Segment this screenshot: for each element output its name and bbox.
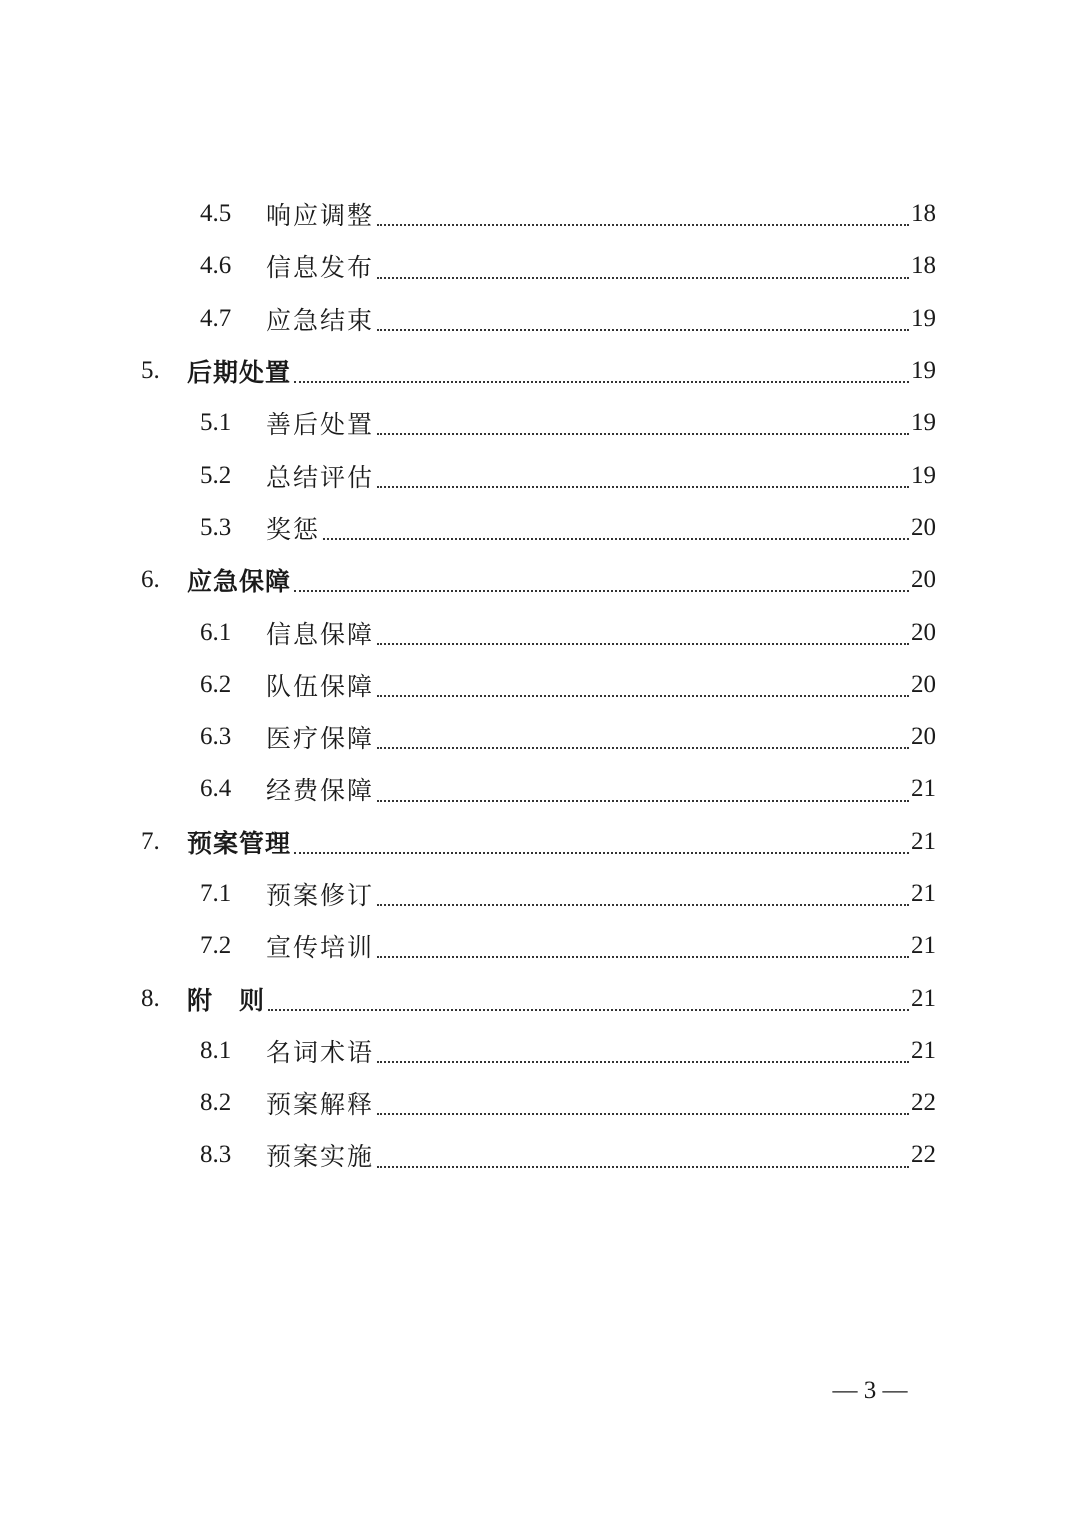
dot-leader xyxy=(377,904,909,906)
toc-entry-number: 4.6 xyxy=(200,252,232,280)
dot-leader xyxy=(377,329,909,331)
toc-entry-title: 信息发布 xyxy=(266,253,375,283)
toc-subsection-entry[interactable] xyxy=(0,1077,1074,1129)
toc-entry-page: 20 xyxy=(911,566,936,594)
toc-entry-number: 4.7 xyxy=(200,304,232,332)
toc-entry-title: 预案解释 xyxy=(266,1090,375,1120)
toc-section-entry[interactable] xyxy=(0,816,1074,868)
toc-section-entry[interactable] xyxy=(0,345,1074,397)
toc-entry-page: 18 xyxy=(911,200,936,228)
dot-leader xyxy=(377,1113,909,1115)
toc-entry-number: 8. xyxy=(141,984,160,1012)
toc-subsection-entry[interactable] xyxy=(0,606,1074,658)
toc-entry-page: 21 xyxy=(911,880,936,907)
toc-entry-number: 7. xyxy=(141,827,160,855)
toc-entry-title: 总结评估 xyxy=(266,462,375,492)
toc-entry-number: 6. xyxy=(141,566,160,594)
dot-leader xyxy=(377,956,909,958)
dot-leader xyxy=(377,277,909,279)
toc-subsection-entry[interactable] xyxy=(0,659,1074,711)
toc-subsection-entry[interactable] xyxy=(0,397,1074,449)
toc-entry-number: 6.1 xyxy=(200,618,232,646)
toc-entry-title: 应急结束 xyxy=(266,305,375,335)
dot-leader xyxy=(377,643,909,645)
toc-entry-number: 5. xyxy=(141,357,160,385)
toc-entry-title: 预案修订 xyxy=(266,881,375,910)
toc-entry-title: 后期处置 xyxy=(187,358,292,388)
toc-subsection-entry[interactable] xyxy=(0,763,1074,815)
dot-leader xyxy=(377,486,909,488)
toc-entry-title: 善后处置 xyxy=(266,410,375,440)
toc-entry-title: 响应调整 xyxy=(266,201,375,231)
dot-leader xyxy=(377,800,909,802)
toc-entry-number: 8.1 xyxy=(200,1036,232,1064)
toc-entry-number: 5.3 xyxy=(200,513,232,541)
toc-entry-number: 5.2 xyxy=(200,461,232,489)
toc-section-entry[interactable] xyxy=(0,554,1074,606)
dot-leader xyxy=(377,224,909,226)
toc-subsection-entry[interactable] xyxy=(0,240,1074,292)
toc-entry-page: 21 xyxy=(911,775,936,803)
toc-entry-title: 宣传培训 xyxy=(266,933,375,963)
dot-leader xyxy=(294,381,909,383)
toc-entry-page: 20 xyxy=(911,513,936,541)
dot-leader xyxy=(268,1009,909,1011)
toc-entry-number: 8.3 xyxy=(200,1141,232,1169)
toc-subsection-entry[interactable] xyxy=(0,868,1074,920)
toc-entry-page: 22 xyxy=(911,1089,936,1117)
toc-entry-page: 19 xyxy=(911,461,936,489)
toc-entry-title: 预案实施 xyxy=(266,1142,375,1172)
toc-entry-title: 奖惩 xyxy=(266,514,321,544)
toc-entry-page: 21 xyxy=(911,984,936,1012)
toc-entry-page: 18 xyxy=(911,252,936,280)
toc-entry-number: 7.2 xyxy=(200,932,232,960)
toc-entry-title: 名词术语 xyxy=(266,1037,375,1067)
toc-entry-number: 6.3 xyxy=(200,723,232,751)
toc-entry-page: 19 xyxy=(911,409,936,437)
toc-entry-number: 6.2 xyxy=(200,670,232,698)
dot-leader xyxy=(377,1061,909,1063)
toc-entry-number: 5.1 xyxy=(200,409,232,437)
toc-entry-title: 预案管理 xyxy=(187,828,292,858)
dot-leader xyxy=(377,433,909,435)
toc-entry-number: 8.2 xyxy=(200,1089,232,1117)
toc-section-entry[interactable] xyxy=(0,972,1074,1024)
toc-entry-page: 20 xyxy=(911,670,936,698)
toc-entry-title: 经费保障 xyxy=(266,776,375,806)
toc-subsection-entry[interactable] xyxy=(0,293,1074,345)
toc-subsection-entry[interactable] xyxy=(0,1129,1074,1181)
toc-entry-page: 20 xyxy=(911,723,936,751)
toc-subsection-entry[interactable] xyxy=(0,711,1074,763)
toc-entry-title: 队伍保障 xyxy=(266,671,375,701)
toc-entry-number: 7.1 xyxy=(200,880,232,907)
toc-subsection-entry[interactable] xyxy=(0,188,1074,240)
toc-entry-page: 21 xyxy=(911,1036,936,1064)
page-number: — 3 — xyxy=(832,1377,908,1404)
table-of-contents xyxy=(0,188,1074,1182)
dot-leader xyxy=(377,695,909,697)
dot-leader xyxy=(377,1166,909,1168)
toc-subsection-entry[interactable] xyxy=(0,502,1074,554)
toc-entry-page: 21 xyxy=(911,827,936,855)
toc-entry-number: 4.5 xyxy=(200,200,232,228)
toc-entry-title: 医疗保障 xyxy=(266,724,375,754)
toc-entry-title: 信息保障 xyxy=(266,619,375,649)
dot-leader xyxy=(294,852,909,854)
toc-entry-page: 21 xyxy=(911,932,936,960)
dot-leader xyxy=(294,590,909,592)
toc-entry-page: 20 xyxy=(911,618,936,646)
toc-entry-title: 应急保障 xyxy=(187,567,292,597)
toc-entry-page: 22 xyxy=(911,1141,936,1169)
toc-entry-number: 6.4 xyxy=(200,775,232,803)
toc-subsection-entry[interactable] xyxy=(0,1025,1074,1077)
toc-subsection-entry[interactable] xyxy=(0,920,1074,972)
dot-leader xyxy=(377,747,909,749)
toc-entry-page: 19 xyxy=(911,304,936,332)
toc-entry-page: 19 xyxy=(911,357,936,385)
toc-subsection-entry[interactable] xyxy=(0,449,1074,501)
toc-entry-title: 附 则 xyxy=(187,985,266,1015)
dot-leader xyxy=(323,538,909,540)
